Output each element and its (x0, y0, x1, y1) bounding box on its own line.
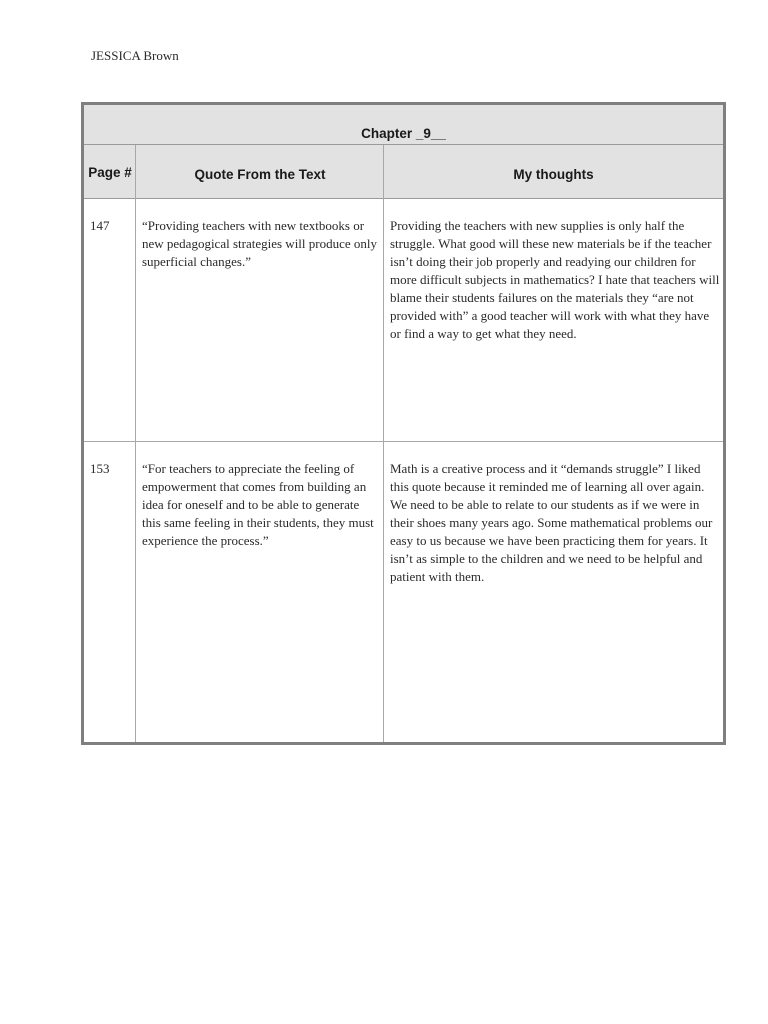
row-divider (84, 441, 723, 442)
row-1-quote: “Providing teachers with new textbooks or new pedagogical strategies will produce only superficial changes.” (142, 218, 378, 269)
reading-journal-table (81, 102, 726, 745)
author-name: JESSICA Brown (91, 48, 179, 63)
column-divider (135, 145, 136, 742)
quote-header: Quote From the Text (194, 167, 326, 182)
page-number-header: Page # (88, 164, 132, 180)
row-2-page: 153 (90, 461, 110, 476)
row-1-thoughts: Providing the teachers with new supplies is only half the struggle. What good will these new materials be if the teacher isn’t doing their job properly and readying our children for more difficult subjects in mathematics? I hate that teachers will blame their students failures on the materials they “are not provided with” a good teacher will work with what they have or find a way to get what they need. (390, 218, 720, 341)
chapter-header-row (84, 105, 723, 145)
row-2-thoughts: Math is a creative process and it “demands struggle” I liked this quote because it reminded me of learning all over again. We need to be able to relate to our students as if we were in their shoes many years ago. Some mathematical problems our easy to us because we have been practicing them for years. It isn’t as simple to the children and we need to be helpful and patient with them. (390, 461, 713, 584)
column-divider (383, 145, 384, 742)
thoughts-header: My thoughts (513, 167, 594, 182)
column-header-row (84, 145, 723, 199)
chapter-title: Chapter _9__ (361, 126, 446, 141)
row-1-page: 147 (90, 218, 110, 233)
row-2-quote: “For teachers to appreciate the feeling of empowerment that comes from building an idea for oneself and to be able to generate this same feeling in their students, they must experience the process.” (142, 461, 374, 548)
